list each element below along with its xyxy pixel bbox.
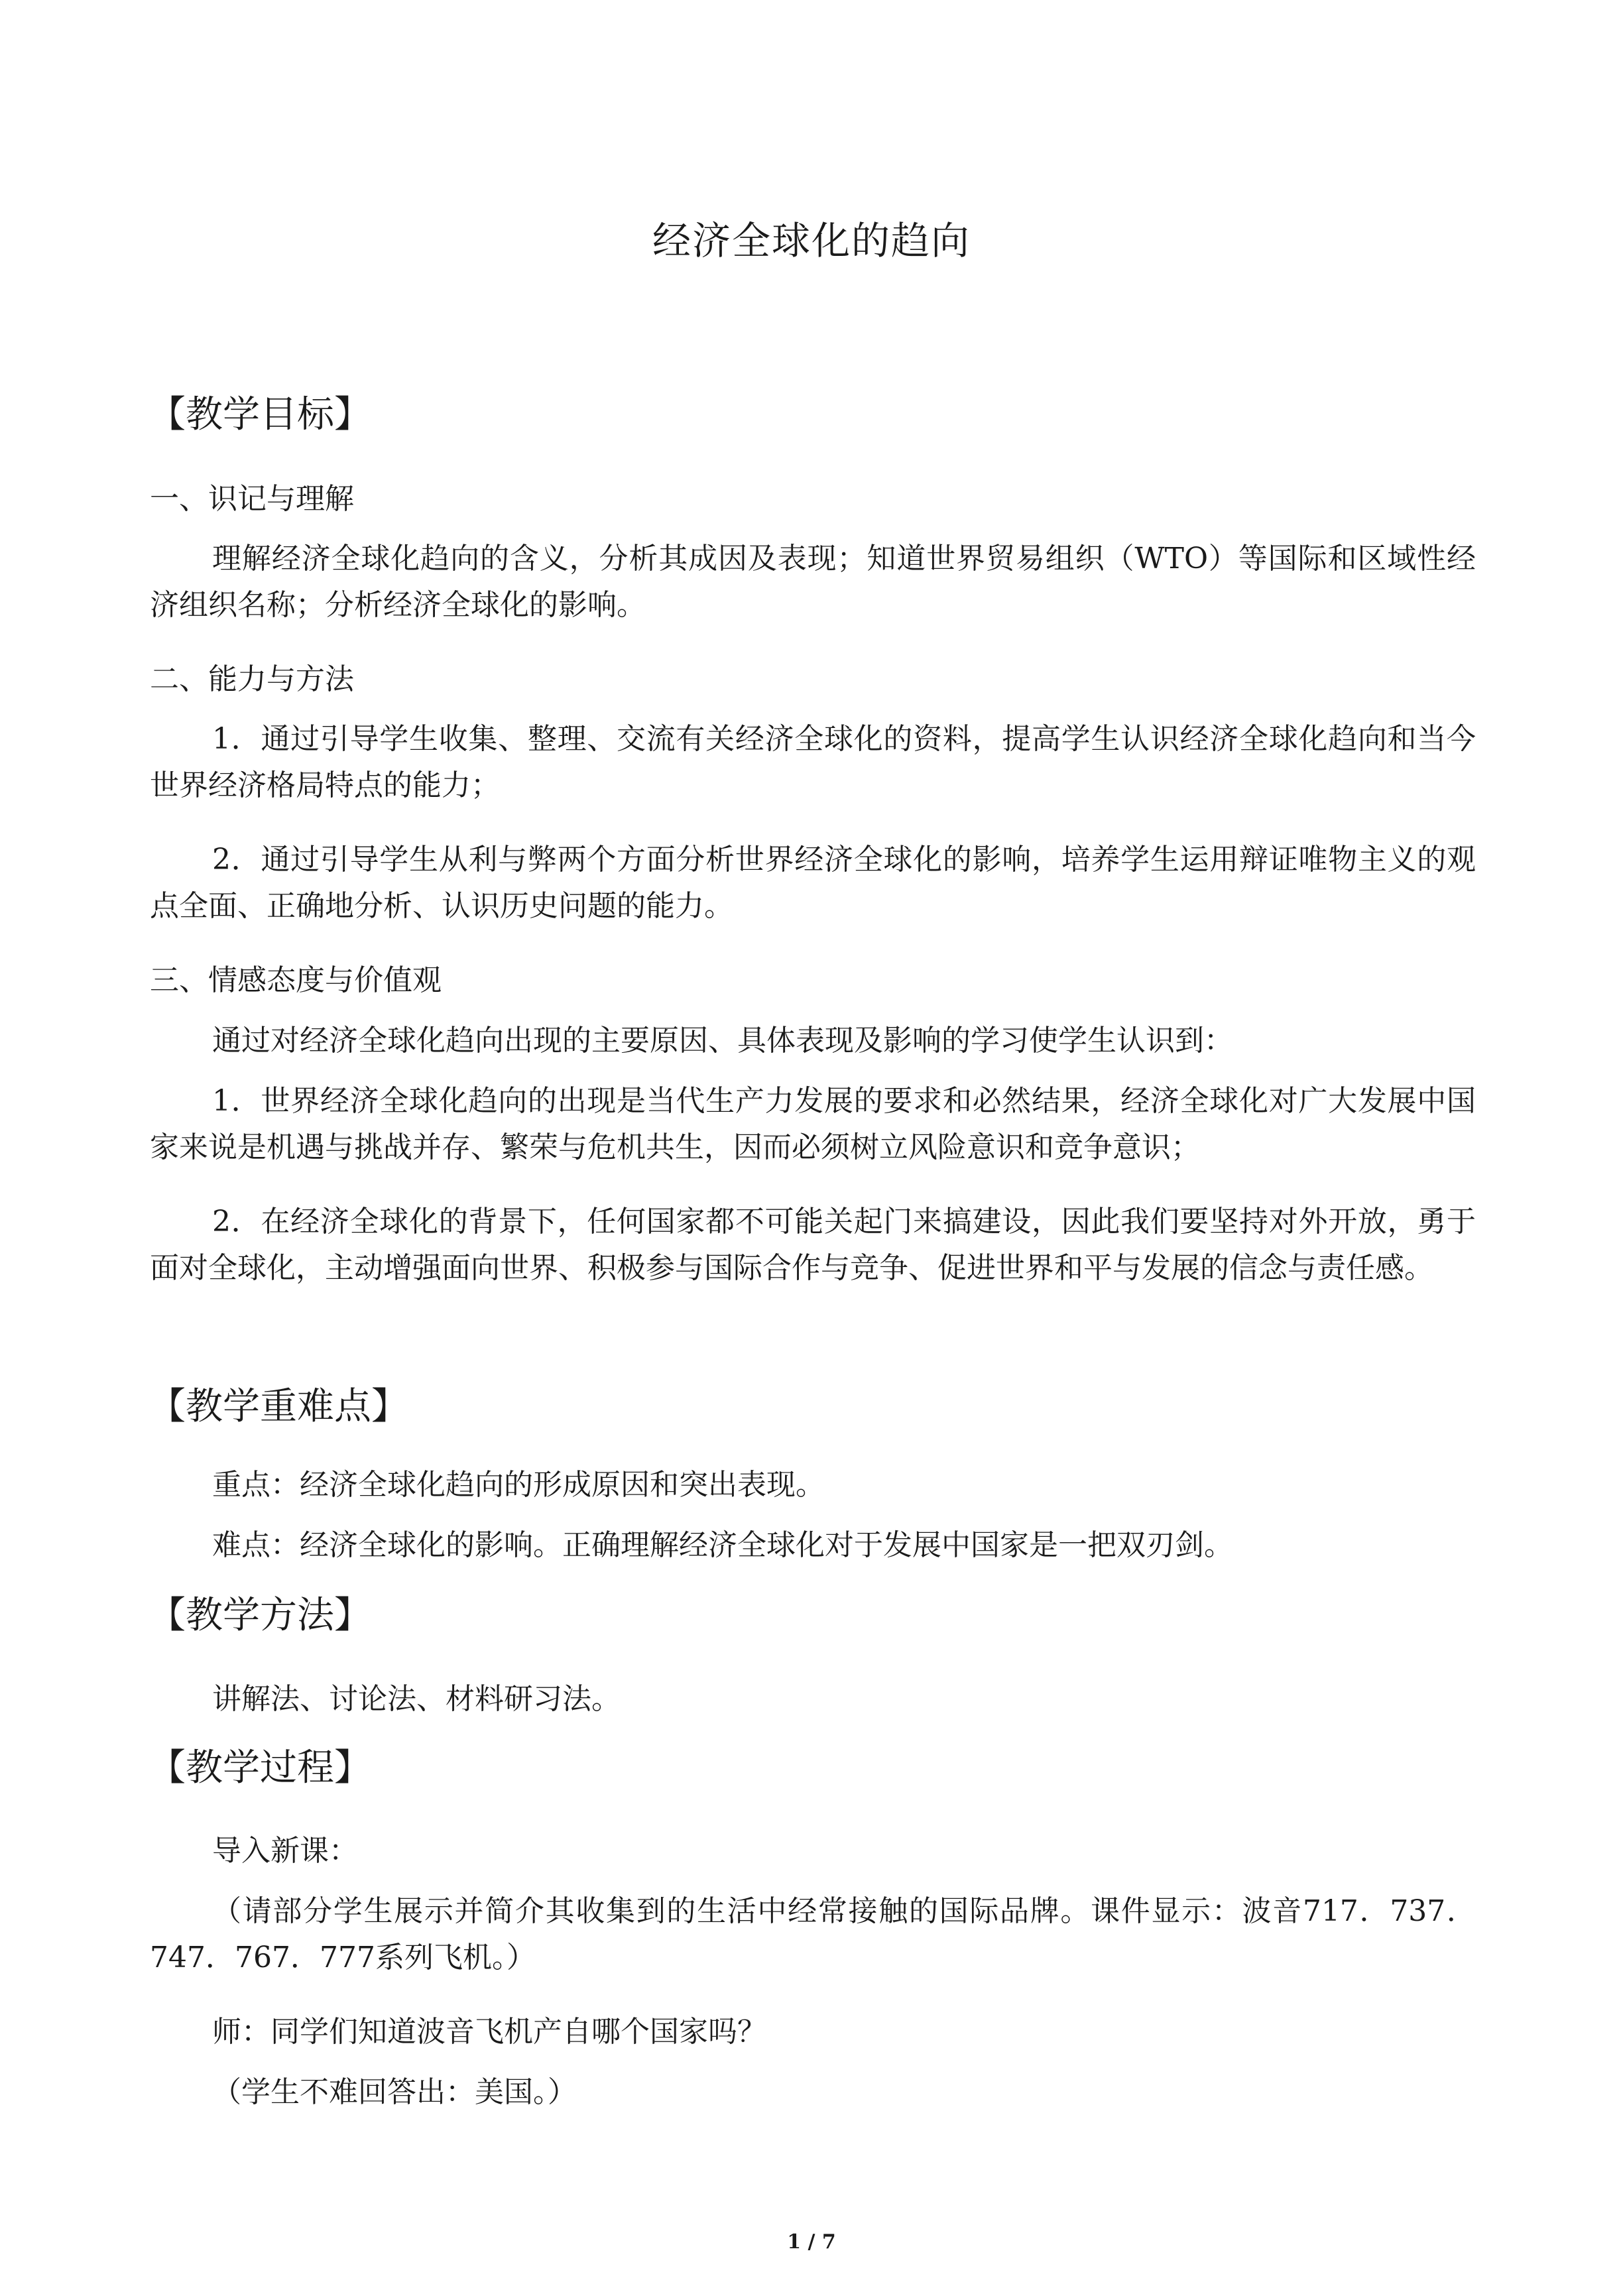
teacher-question: 师：同学们知道波音飞机产自哪个国家吗？ bbox=[212, 2015, 766, 2049]
paragraph-values-intro: 通过对经济全球化趋向出现的主要原因、具体表现及影响的学习使学生认识到： bbox=[212, 1024, 1233, 1057]
heading-teaching-methods: 【教学方法】 bbox=[149, 1594, 371, 1637]
paragraph-values-2: 2．在经济全球化的背景下，任何国家都不可能关起门来搞建设，因此我们要坚持对外开放，勇于面对全球化，主动增强面向世界、积极参与国际合作与竞争、促进世界和平与发展的信念与责任感。 bbox=[150, 1205, 1476, 1285]
paragraph-knowledge: 理解经济全球化趋向的含义，分析其成因及表现；知道世界贸易组织（WTO）等国际和区域性经济组织名称；分析经济全球化的影响。 bbox=[150, 542, 1476, 622]
page-title: 经济全球化的趋向 bbox=[652, 218, 971, 263]
section-title-values: 三、情感态度与价值观 bbox=[150, 963, 442, 997]
paragraph-ability-2: 2．通过引导学生从利与弊两个方面分析世界经济全球化的影响，培养学生运用辩证唯物主义的观点全面、正确地分析、认识历史问题的能力。 bbox=[150, 843, 1476, 923]
process-paragraph-1: （请部分学生展示并简介其收集到的生活中经常接触的国际品牌。课件显示：波音717．737．747．767．777系列飞机。） bbox=[150, 1894, 1476, 1974]
section-title-knowledge: 一、识记与理解 bbox=[150, 482, 354, 516]
paragraph-ability-1: 1．通过引导学生收集、整理、交流有关经济全球化的资料，提高学生认识经济全球化趋向和当今世界经济格局特点的能力； bbox=[150, 722, 1476, 802]
heading-teaching-objectives: 【教学目标】 bbox=[149, 393, 371, 436]
heading-key-points: 【教学重难点】 bbox=[149, 1385, 408, 1428]
difficult-point-text: 难点：经济全球化的影响。正确理解经济全球化对于发展中国家是一把双刃剑。 bbox=[212, 1528, 1233, 1562]
process-intro: 导入新课： bbox=[212, 1834, 358, 1868]
methods-text: 讲解法、讨论法、材料研习法。 bbox=[212, 1682, 621, 1716]
paragraph-values-1: 1．世界经济全球化趋向的出现是当代生产力发展的要求和必然结果，经济全球化对广大发展中国家来说是机遇与挑战并存、繁荣与危机共生，因而必须树立风险意识和竞争意识； bbox=[150, 1084, 1476, 1164]
heading-teaching-process: 【教学过程】 bbox=[149, 1746, 371, 1789]
key-point-text: 重点：经济全球化趋向的形成原因和突出表现。 bbox=[212, 1468, 825, 1502]
page-number: 1 / 7 bbox=[787, 2230, 836, 2254]
student-answer: （学生不难回答出：美国。） bbox=[212, 2075, 577, 2109]
section-title-ability: 二、能力与方法 bbox=[150, 662, 354, 696]
